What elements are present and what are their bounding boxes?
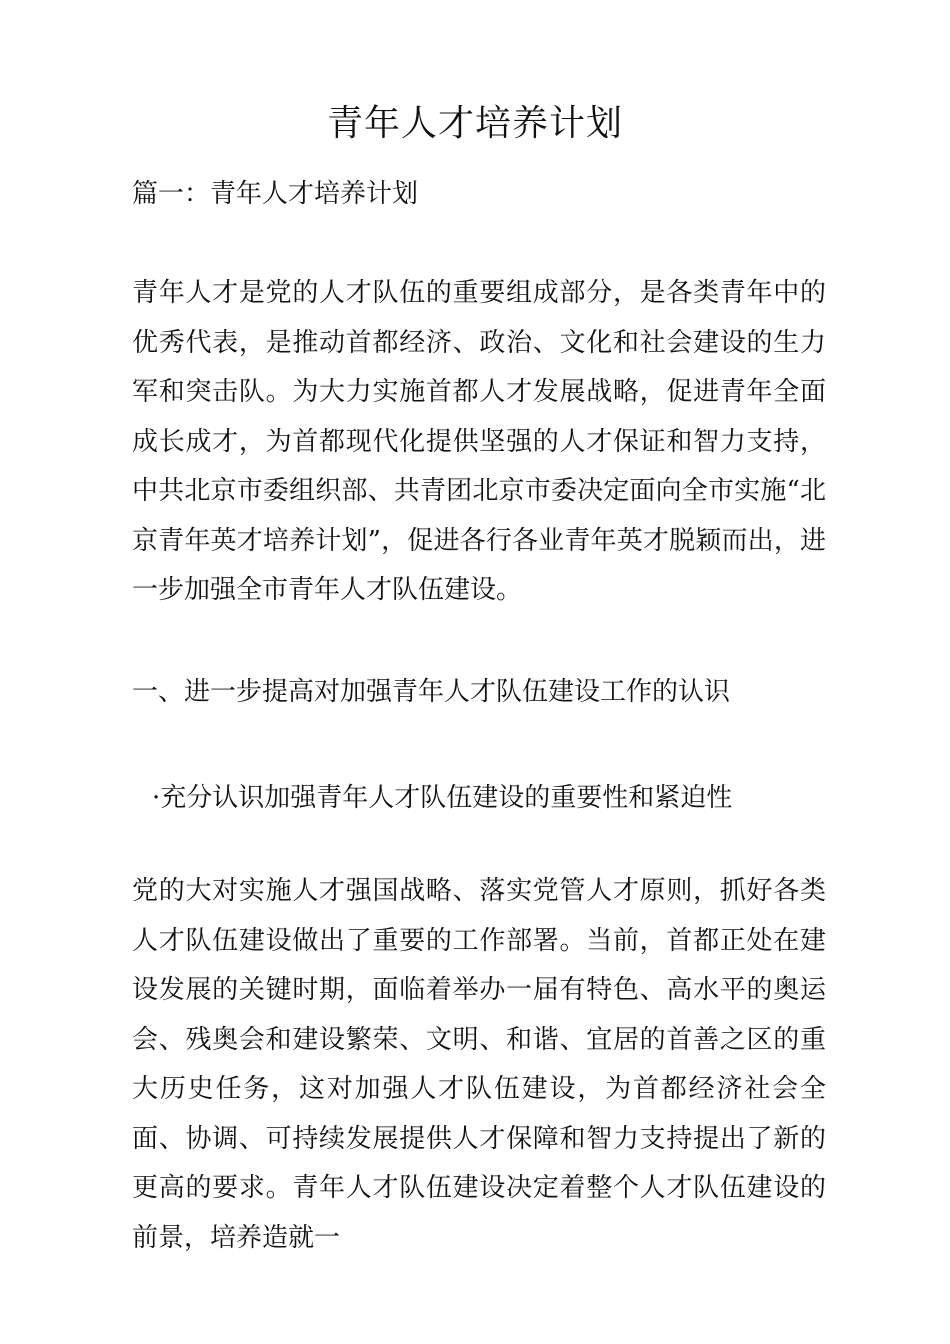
document-title: 青年人才培养计划 [326,103,623,144]
intro-paragraph: 青年人才是党的人才队伍的重要组成部分，是各类青年中的优秀代表，是推动首都经济、政治、文化和社会建设的生力军和突击队。为大力实施首都人才发展战略，促进青年全面成长成才，为首都现代化提供坚强的人才保证和智力支持，中共北京市委组织部、共青团北京市委决定面向全市实施“北京青年英才培养计划”，促进各行各业青年英才脱颖而出，进一步加强全市青年人才队伍建设。 [132,278,826,605]
section-heading: 一、进一步提高对加强青年人才队伍建设工作的认识 [132,677,731,707]
sub-heading: ·充分认识加强青年人才队伍建设的重要性和紧迫性 [152,783,733,813]
section-label: 篇一：青年人才培养计划 [132,179,419,209]
body-paragraph: 党的大对实施人才强国战略、落实党管人才原则，抓好各类人才队伍建设做出了重要的工作部署。当前，首都正处在建设发展的关键时期，面临着举办一届有特色、高水平的奥运会、残奥会和建设繁荣、文明、和谐、宜居的首善之区的重大历史任务，这对加强人才队伍建设，为首都经济社会全面、协调、可持续发展提供人才保障和智力支持提出了新的更高的要求。青年人才队伍建设决定着整个人才队伍建设的前景，培养造就一 [132,876,826,1253]
